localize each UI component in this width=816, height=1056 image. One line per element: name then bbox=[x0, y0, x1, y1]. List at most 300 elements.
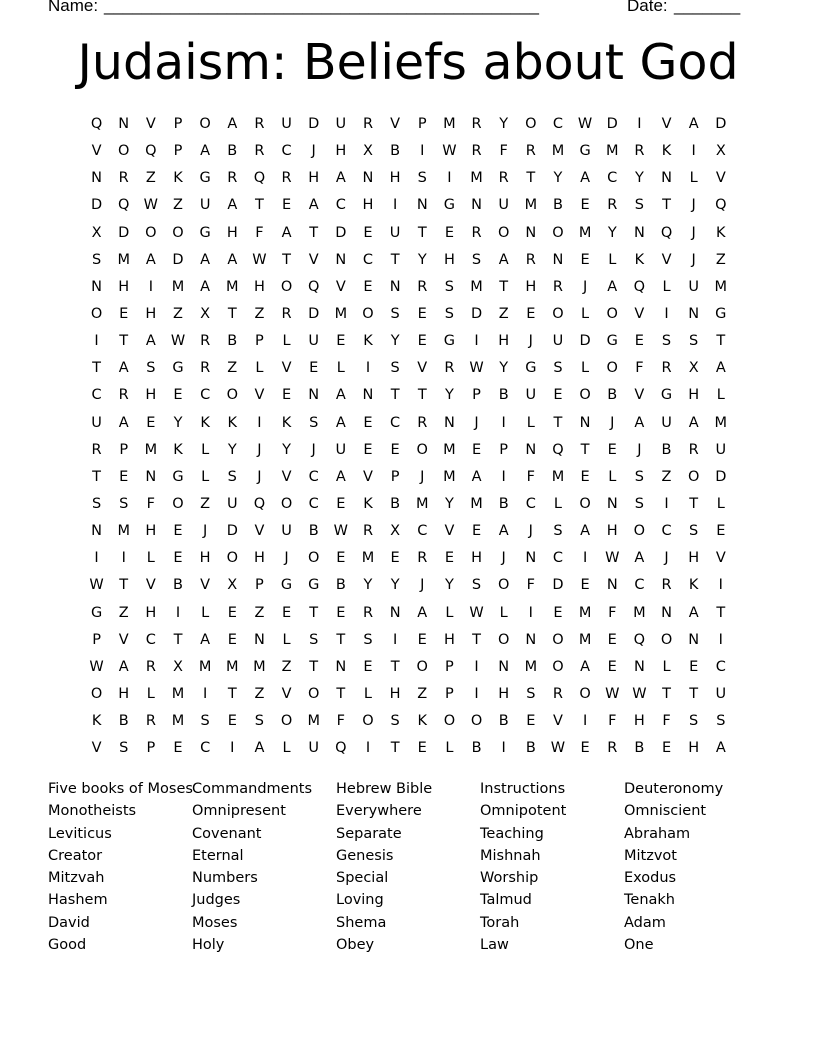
grid-letter[interactable]: I bbox=[447, 170, 452, 187]
grid-letter[interactable]: N bbox=[253, 631, 265, 648]
grid-letter[interactable]: E bbox=[173, 387, 183, 404]
grid-letter[interactable]: F bbox=[608, 713, 617, 730]
grid-letter[interactable]: E bbox=[553, 387, 563, 404]
grid-letter[interactable]: N bbox=[525, 550, 537, 567]
grid-letter[interactable]: V bbox=[417, 360, 428, 377]
grid-letter[interactable]: Y bbox=[173, 414, 183, 431]
grid-letter[interactable]: L bbox=[146, 550, 155, 567]
grid-letter[interactable]: G bbox=[199, 170, 211, 187]
grid-letter[interactable]: V bbox=[634, 387, 645, 404]
grid-letter[interactable]: A bbox=[227, 116, 238, 132]
grid-letter[interactable]: H bbox=[253, 278, 265, 295]
grid-letter[interactable]: B bbox=[661, 441, 672, 458]
grid-letter[interactable]: M bbox=[198, 658, 212, 675]
grid-letter[interactable]: P bbox=[92, 631, 101, 648]
grid-letter[interactable]: J bbox=[528, 333, 533, 350]
grid-letter[interactable]: N bbox=[525, 224, 537, 241]
grid-letter[interactable]: B bbox=[552, 197, 563, 214]
grid-letter[interactable]: V bbox=[281, 685, 292, 702]
grid-letter[interactable]: F bbox=[608, 604, 617, 621]
grid-letter[interactable]: E bbox=[336, 604, 346, 621]
grid-letter[interactable]: K bbox=[91, 713, 102, 730]
grid-letter[interactable]: P bbox=[445, 685, 454, 702]
grid-letter[interactable]: E bbox=[336, 333, 346, 350]
grid-letter[interactable]: A bbox=[580, 170, 591, 187]
grid-letter[interactable]: E bbox=[363, 278, 373, 295]
grid-letter[interactable]: N bbox=[661, 170, 672, 187]
grid-letter[interactable]: O bbox=[470, 713, 483, 730]
grid-letter[interactable]: I bbox=[582, 550, 588, 567]
grid-letter[interactable]: M bbox=[253, 658, 266, 675]
grid-letter[interactable]: V bbox=[281, 360, 292, 377]
grid-letter[interactable]: E bbox=[281, 387, 292, 404]
grid-letter[interactable]: V bbox=[91, 740, 102, 757]
grid-letter[interactable]: X bbox=[227, 577, 238, 594]
grid-letter[interactable]: L bbox=[581, 305, 590, 322]
grid-letter[interactable]: K bbox=[417, 713, 428, 730]
grid-letter[interactable]: S bbox=[471, 251, 482, 268]
grid-letter[interactable]: T bbox=[417, 224, 427, 241]
grid-letter[interactable]: N bbox=[416, 197, 428, 214]
grid-letter[interactable]: T bbox=[417, 387, 427, 404]
grid-letter[interactable]: C bbox=[308, 468, 319, 485]
grid-letter[interactable]: I bbox=[365, 740, 371, 757]
grid-letter[interactable]: E bbox=[716, 523, 726, 540]
grid-letter[interactable]: C bbox=[417, 523, 428, 540]
grid-letter[interactable]: O bbox=[362, 713, 374, 730]
grid-letter[interactable]: Z bbox=[254, 305, 265, 322]
grid-letter[interactable]: M bbox=[171, 685, 185, 702]
grid-letter[interactable]: J bbox=[637, 441, 642, 458]
grid-letter[interactable]: A bbox=[200, 143, 211, 160]
grid-letter[interactable]: A bbox=[335, 468, 346, 485]
grid-letter[interactable]: I bbox=[148, 278, 153, 295]
grid-letter[interactable]: W bbox=[550, 740, 566, 757]
grid-letter[interactable]: L bbox=[445, 604, 454, 621]
grid-letter[interactable]: K bbox=[363, 333, 373, 350]
grid-letter[interactable]: Z bbox=[173, 305, 183, 322]
grid-letter[interactable]: E bbox=[173, 523, 183, 540]
grid-letter[interactable]: R bbox=[607, 740, 618, 757]
grid-letter[interactable]: R bbox=[362, 116, 374, 132]
grid-letter[interactable]: M bbox=[524, 197, 538, 214]
grid-letter[interactable]: Q bbox=[145, 143, 157, 160]
grid-letter[interactable]: N bbox=[308, 387, 320, 404]
grid-letter[interactable]: G bbox=[715, 305, 727, 322]
grid-letter[interactable]: I bbox=[582, 713, 588, 730]
grid-letter[interactable]: H bbox=[335, 143, 347, 160]
grid-letter[interactable]: T bbox=[119, 577, 129, 594]
grid-letter[interactable]: I bbox=[257, 414, 262, 431]
grid-letter[interactable]: I bbox=[691, 143, 696, 160]
grid-letter[interactable]: A bbox=[227, 197, 238, 214]
grid-letter[interactable]: N bbox=[389, 604, 401, 621]
grid-letter[interactable]: W bbox=[89, 658, 104, 675]
grid-letter[interactable]: T bbox=[309, 604, 319, 621]
grid-letter[interactable]: T bbox=[472, 631, 481, 648]
grid-letter[interactable]: E bbox=[363, 658, 373, 675]
grid-letter[interactable]: S bbox=[200, 713, 210, 730]
grid-letter[interactable]: A bbox=[200, 278, 211, 295]
grid-letter[interactable]: R bbox=[417, 550, 428, 567]
grid-letter[interactable]: O bbox=[362, 305, 374, 322]
grid-letter[interactable]: T bbox=[716, 604, 726, 621]
grid-letter[interactable]: M bbox=[443, 468, 456, 485]
grid-letter[interactable]: S bbox=[254, 713, 265, 730]
grid-letter[interactable]: W bbox=[469, 360, 484, 377]
grid-letter[interactable]: E bbox=[689, 658, 699, 675]
grid-letter[interactable]: I bbox=[664, 495, 669, 512]
grid-letter[interactable]: M bbox=[226, 278, 239, 295]
grid-letter[interactable]: H bbox=[253, 550, 265, 567]
grid-letter[interactable]: A bbox=[335, 170, 346, 187]
grid-letter[interactable]: L bbox=[608, 468, 617, 485]
grid-letter[interactable]: G bbox=[443, 197, 456, 214]
grid-letter[interactable]: B bbox=[471, 740, 482, 757]
grid-letter[interactable]: E bbox=[580, 740, 590, 757]
grid-letter[interactable]: T bbox=[716, 333, 726, 350]
grid-letter[interactable]: S bbox=[390, 713, 400, 730]
grid-letter[interactable]: A bbox=[471, 468, 482, 485]
grid-letter[interactable]: M bbox=[578, 631, 592, 648]
grid-letter[interactable]: P bbox=[173, 116, 183, 132]
grid-letter[interactable]: O bbox=[497, 224, 510, 241]
grid-letter[interactable]: E bbox=[526, 305, 536, 322]
grid-letter[interactable]: Z bbox=[254, 604, 265, 621]
grid-letter[interactable]: E bbox=[634, 333, 644, 350]
grid-letter[interactable]: J bbox=[202, 523, 208, 540]
grid-letter[interactable]: T bbox=[390, 251, 400, 268]
grid-letter[interactable]: E bbox=[281, 604, 292, 621]
grid-letter[interactable]: R bbox=[254, 116, 265, 132]
grid-letter[interactable]: A bbox=[417, 604, 428, 621]
grid-letter[interactable]: T bbox=[119, 333, 129, 350]
grid-letter[interactable]: I bbox=[202, 685, 208, 702]
grid-letter[interactable]: X bbox=[363, 143, 373, 160]
grid-letter[interactable]: T bbox=[390, 740, 400, 757]
grid-letter[interactable]: L bbox=[689, 170, 698, 187]
grid-letter[interactable]: E bbox=[661, 740, 672, 757]
grid-letter[interactable]: O bbox=[280, 495, 293, 512]
grid-letter[interactable]: O bbox=[552, 224, 564, 241]
grid-letter[interactable]: O bbox=[90, 305, 103, 322]
grid-letter[interactable]: B bbox=[335, 577, 346, 594]
grid-letter[interactable]: H bbox=[688, 740, 700, 757]
grid-letter[interactable]: A bbox=[715, 360, 726, 377]
grid-letter[interactable]: S bbox=[553, 360, 563, 377]
grid-letter[interactable]: Y bbox=[390, 577, 400, 594]
grid-letter[interactable]: P bbox=[173, 143, 183, 160]
grid-letter[interactable]: O bbox=[199, 116, 211, 132]
grid-letter[interactable]: R bbox=[471, 143, 482, 160]
grid-letter[interactable]: T bbox=[689, 495, 699, 512]
grid-letter[interactable]: V bbox=[91, 143, 102, 160]
grid-letter[interactable]: R bbox=[552, 278, 563, 295]
grid-letter[interactable]: N bbox=[579, 414, 591, 431]
grid-letter[interactable]: A bbox=[335, 387, 346, 404]
grid-letter[interactable]: U bbox=[335, 116, 347, 132]
grid-letter[interactable]: V bbox=[715, 550, 726, 567]
grid-letter[interactable]: M bbox=[714, 414, 728, 431]
grid-letter[interactable]: N bbox=[633, 224, 645, 241]
grid-letter[interactable]: X bbox=[715, 143, 726, 160]
grid-letter[interactable]: Z bbox=[200, 495, 211, 512]
grid-letter[interactable]: H bbox=[145, 387, 157, 404]
grid-letter[interactable]: D bbox=[552, 577, 564, 594]
grid-letter[interactable]: B bbox=[390, 143, 401, 160]
grid-letter[interactable]: E bbox=[390, 441, 400, 458]
grid-letter[interactable]: B bbox=[525, 740, 536, 757]
grid-letter[interactable]: K bbox=[363, 495, 373, 512]
grid-letter[interactable]: X bbox=[200, 305, 211, 322]
grid-letter[interactable]: R bbox=[281, 170, 292, 187]
grid-letter[interactable]: V bbox=[390, 116, 401, 132]
grid-letter[interactable]: N bbox=[335, 251, 347, 268]
grid-letter[interactable]: L bbox=[553, 495, 562, 512]
grid-letter[interactable]: C bbox=[362, 251, 374, 268]
grid-letter[interactable]: S bbox=[390, 305, 400, 322]
grid-letter[interactable]: E bbox=[607, 441, 617, 458]
grid-letter[interactable]: N bbox=[633, 658, 645, 675]
grid-letter[interactable]: T bbox=[662, 197, 671, 214]
grid-letter[interactable]: H bbox=[633, 713, 645, 730]
grid-letter[interactable]: U bbox=[308, 740, 319, 757]
grid-letter[interactable]: M bbox=[416, 495, 429, 512]
grid-letter[interactable]: X bbox=[91, 224, 102, 241]
grid-letter[interactable]: X bbox=[173, 658, 183, 675]
grid-letter[interactable]: N bbox=[145, 468, 157, 485]
grid-letter[interactable]: V bbox=[715, 170, 726, 187]
grid-letter[interactable]: G bbox=[525, 360, 537, 377]
grid-letter[interactable]: F bbox=[255, 224, 264, 241]
grid-letter[interactable]: Z bbox=[281, 658, 292, 675]
grid-letter[interactable]: R bbox=[91, 441, 102, 458]
grid-letter[interactable]: S bbox=[390, 360, 400, 377]
grid-letter[interactable]: J bbox=[311, 143, 316, 160]
grid-letter[interactable]: G bbox=[199, 224, 211, 241]
grid-letter[interactable]: Z bbox=[145, 170, 156, 187]
grid-letter[interactable]: E bbox=[607, 631, 617, 648]
grid-letter[interactable]: G bbox=[172, 468, 184, 485]
grid-letter[interactable]: A bbox=[308, 197, 319, 214]
grid-letter[interactable]: H bbox=[145, 523, 157, 540]
grid-letter[interactable]: C bbox=[335, 197, 346, 214]
grid-letter[interactable]: H bbox=[498, 333, 510, 350]
grid-letter[interactable]: D bbox=[308, 305, 320, 322]
grid-letter[interactable]: O bbox=[172, 495, 184, 512]
grid-letter[interactable]: B bbox=[498, 387, 509, 404]
name-field-line[interactable]: ______________________________________________ bbox=[104, 0, 539, 15]
grid-letter[interactable]: L bbox=[608, 251, 617, 268]
grid-letter[interactable]: G bbox=[579, 143, 591, 160]
grid-letter[interactable]: Y bbox=[607, 224, 617, 241]
grid-letter[interactable]: D bbox=[579, 333, 591, 350]
grid-letter[interactable]: D bbox=[715, 116, 727, 132]
grid-letter[interactable]: Y bbox=[499, 116, 509, 132]
grid-letter[interactable]: U bbox=[281, 116, 292, 132]
grid-letter[interactable]: Q bbox=[552, 441, 564, 458]
grid-letter[interactable]: N bbox=[471, 197, 482, 214]
grid-letter[interactable]: C bbox=[634, 577, 645, 594]
grid-letter[interactable]: D bbox=[172, 251, 184, 268]
grid-letter[interactable]: L bbox=[716, 495, 725, 512]
grid-letter[interactable]: S bbox=[119, 495, 129, 512]
grid-letter[interactable]: O bbox=[416, 658, 428, 675]
grid-letter[interactable]: Q bbox=[335, 740, 347, 757]
grid-letter[interactable]: W bbox=[89, 577, 104, 594]
grid-letter[interactable]: J bbox=[284, 550, 289, 567]
grid-letter[interactable]: S bbox=[119, 740, 129, 757]
grid-letter[interactable]: O bbox=[606, 360, 618, 377]
grid-letter[interactable]: L bbox=[201, 468, 210, 485]
grid-letter[interactable]: E bbox=[227, 631, 237, 648]
grid-letter[interactable]: L bbox=[445, 740, 454, 757]
grid-letter[interactable]: I bbox=[94, 550, 99, 567]
grid-letter[interactable]: M bbox=[171, 278, 185, 295]
grid-letter[interactable]: E bbox=[417, 631, 427, 648]
grid-letter[interactable]: T bbox=[580, 441, 590, 458]
grid-letter[interactable]: O bbox=[172, 224, 184, 241]
grid-letter[interactable]: T bbox=[92, 468, 101, 485]
grid-letter[interactable]: I bbox=[474, 658, 479, 675]
grid-letter[interactable]: P bbox=[119, 441, 129, 458]
grid-letter[interactable]: G bbox=[172, 360, 184, 377]
grid-letter[interactable]: E bbox=[580, 577, 590, 594]
grid-letter[interactable]: A bbox=[118, 414, 129, 431]
grid-letter[interactable]: J bbox=[691, 224, 696, 241]
grid-letter[interactable]: R bbox=[552, 685, 563, 702]
grid-letter[interactable]: O bbox=[497, 631, 510, 648]
grid-letter[interactable]: C bbox=[91, 387, 102, 404]
grid-letter[interactable]: R bbox=[498, 170, 509, 187]
grid-letter[interactable]: A bbox=[715, 740, 726, 757]
grid-letter[interactable]: F bbox=[526, 577, 535, 594]
grid-letter[interactable]: M bbox=[605, 143, 619, 160]
grid-letter[interactable]: F bbox=[635, 360, 644, 377]
grid-letter[interactable]: J bbox=[311, 441, 316, 458]
grid-letter[interactable]: J bbox=[420, 577, 425, 594]
grid-letter[interactable]: U bbox=[525, 387, 537, 404]
grid-letter[interactable]: C bbox=[661, 523, 672, 540]
grid-letter[interactable]: M bbox=[443, 441, 456, 458]
grid-letter[interactable]: E bbox=[119, 305, 129, 322]
grid-letter[interactable]: A bbox=[498, 523, 509, 540]
grid-letter[interactable]: N bbox=[525, 441, 537, 458]
grid-letter[interactable]: G bbox=[606, 333, 618, 350]
grid-letter[interactable]: J bbox=[420, 468, 425, 485]
grid-letter[interactable]: G bbox=[660, 387, 673, 404]
grid-letter[interactable]: Y bbox=[363, 577, 373, 594]
grid-letter[interactable]: O bbox=[443, 713, 456, 730]
grid-letter[interactable]: B bbox=[173, 577, 183, 594]
grid-letter[interactable]: E bbox=[471, 523, 482, 540]
grid-letter[interactable]: H bbox=[389, 685, 401, 702]
grid-letter[interactable]: K bbox=[227, 414, 238, 431]
grid-letter[interactable]: T bbox=[390, 387, 400, 404]
grid-letter[interactable]: F bbox=[499, 143, 508, 160]
grid-letter[interactable]: R bbox=[118, 387, 129, 404]
grid-letter[interactable]: Y bbox=[282, 441, 291, 458]
grid-letter[interactable]: M bbox=[171, 713, 185, 730]
grid-letter[interactable]: A bbox=[118, 360, 129, 377]
grid-letter[interactable]: L bbox=[282, 631, 291, 648]
grid-letter[interactable]: R bbox=[661, 360, 672, 377]
grid-letter[interactable]: O bbox=[226, 550, 238, 567]
grid-letter[interactable]: I bbox=[474, 685, 479, 702]
grid-letter[interactable]: M bbox=[470, 170, 483, 187]
grid-letter[interactable]: Y bbox=[227, 441, 237, 458]
grid-letter[interactable]: W bbox=[469, 604, 484, 621]
grid-letter[interactable]: E bbox=[471, 441, 482, 458]
grid-letter[interactable]: M bbox=[714, 278, 728, 295]
grid-letter[interactable]: T bbox=[227, 305, 237, 322]
grid-letter[interactable]: B bbox=[390, 495, 401, 512]
grid-letter[interactable]: K bbox=[716, 224, 726, 241]
grid-letter[interactable]: M bbox=[578, 604, 592, 621]
grid-letter[interactable]: T bbox=[553, 414, 563, 431]
grid-letter[interactable]: U bbox=[226, 495, 238, 512]
grid-letter[interactable]: I bbox=[718, 577, 723, 594]
grid-letter[interactable]: G bbox=[280, 577, 293, 594]
grid-letter[interactable]: A bbox=[634, 414, 645, 431]
grid-letter[interactable]: R bbox=[227, 170, 238, 187]
grid-letter[interactable]: C bbox=[308, 495, 319, 512]
grid-letter[interactable]: V bbox=[145, 577, 156, 594]
grid-letter[interactable]: Z bbox=[227, 360, 238, 377]
grid-letter[interactable]: S bbox=[634, 197, 644, 214]
grid-letter[interactable]: C bbox=[200, 387, 211, 404]
grid-letter[interactable]: V bbox=[363, 468, 373, 485]
grid-letter[interactable]: W bbox=[632, 685, 647, 702]
grid-letter[interactable]: S bbox=[689, 333, 699, 350]
grid-letter[interactable]: O bbox=[90, 685, 103, 702]
grid-letter[interactable]: I bbox=[474, 333, 479, 350]
grid-letter[interactable]: H bbox=[145, 305, 157, 322]
grid-letter[interactable]: A bbox=[580, 658, 591, 675]
grid-letter[interactable]: N bbox=[91, 170, 102, 187]
grid-letter[interactable]: E bbox=[363, 414, 373, 431]
grid-letter[interactable]: S bbox=[689, 713, 699, 730]
grid-letter[interactable]: V bbox=[661, 251, 672, 268]
grid-letter[interactable]: Q bbox=[90, 116, 103, 132]
grid-letter[interactable]: T bbox=[336, 685, 346, 702]
grid-letter[interactable]: O bbox=[416, 441, 428, 458]
grid-letter[interactable]: M bbox=[117, 251, 130, 268]
grid-letter[interactable]: M bbox=[443, 116, 456, 132]
grid-letter[interactable]: L bbox=[336, 360, 345, 377]
grid-letter[interactable]: B bbox=[634, 740, 645, 757]
grid-letter[interactable]: E bbox=[281, 197, 292, 214]
grid-letter[interactable]: F bbox=[336, 713, 345, 730]
grid-letter[interactable]: Z bbox=[715, 251, 726, 268]
grid-letter[interactable]: E bbox=[444, 224, 454, 241]
grid-letter[interactable]: E bbox=[580, 468, 590, 485]
grid-letter[interactable]: E bbox=[336, 550, 346, 567]
grid-letter[interactable]: L bbox=[146, 685, 155, 702]
grid-letter[interactable]: Q bbox=[253, 495, 266, 512]
grid-letter[interactable]: N bbox=[606, 577, 618, 594]
grid-letter[interactable]: L bbox=[526, 414, 535, 431]
grid-letter[interactable]: P bbox=[146, 740, 156, 757]
grid-letter[interactable]: N bbox=[498, 658, 510, 675]
grid-letter[interactable]: F bbox=[146, 495, 156, 512]
grid-letter[interactable]: L bbox=[201, 604, 210, 621]
grid-letter[interactable]: K bbox=[634, 251, 645, 268]
grid-letter[interactable]: O bbox=[226, 387, 238, 404]
grid-letter[interactable]: E bbox=[417, 740, 427, 757]
grid-letter[interactable]: H bbox=[145, 604, 157, 621]
grid-letter[interactable]: G bbox=[308, 577, 320, 594]
